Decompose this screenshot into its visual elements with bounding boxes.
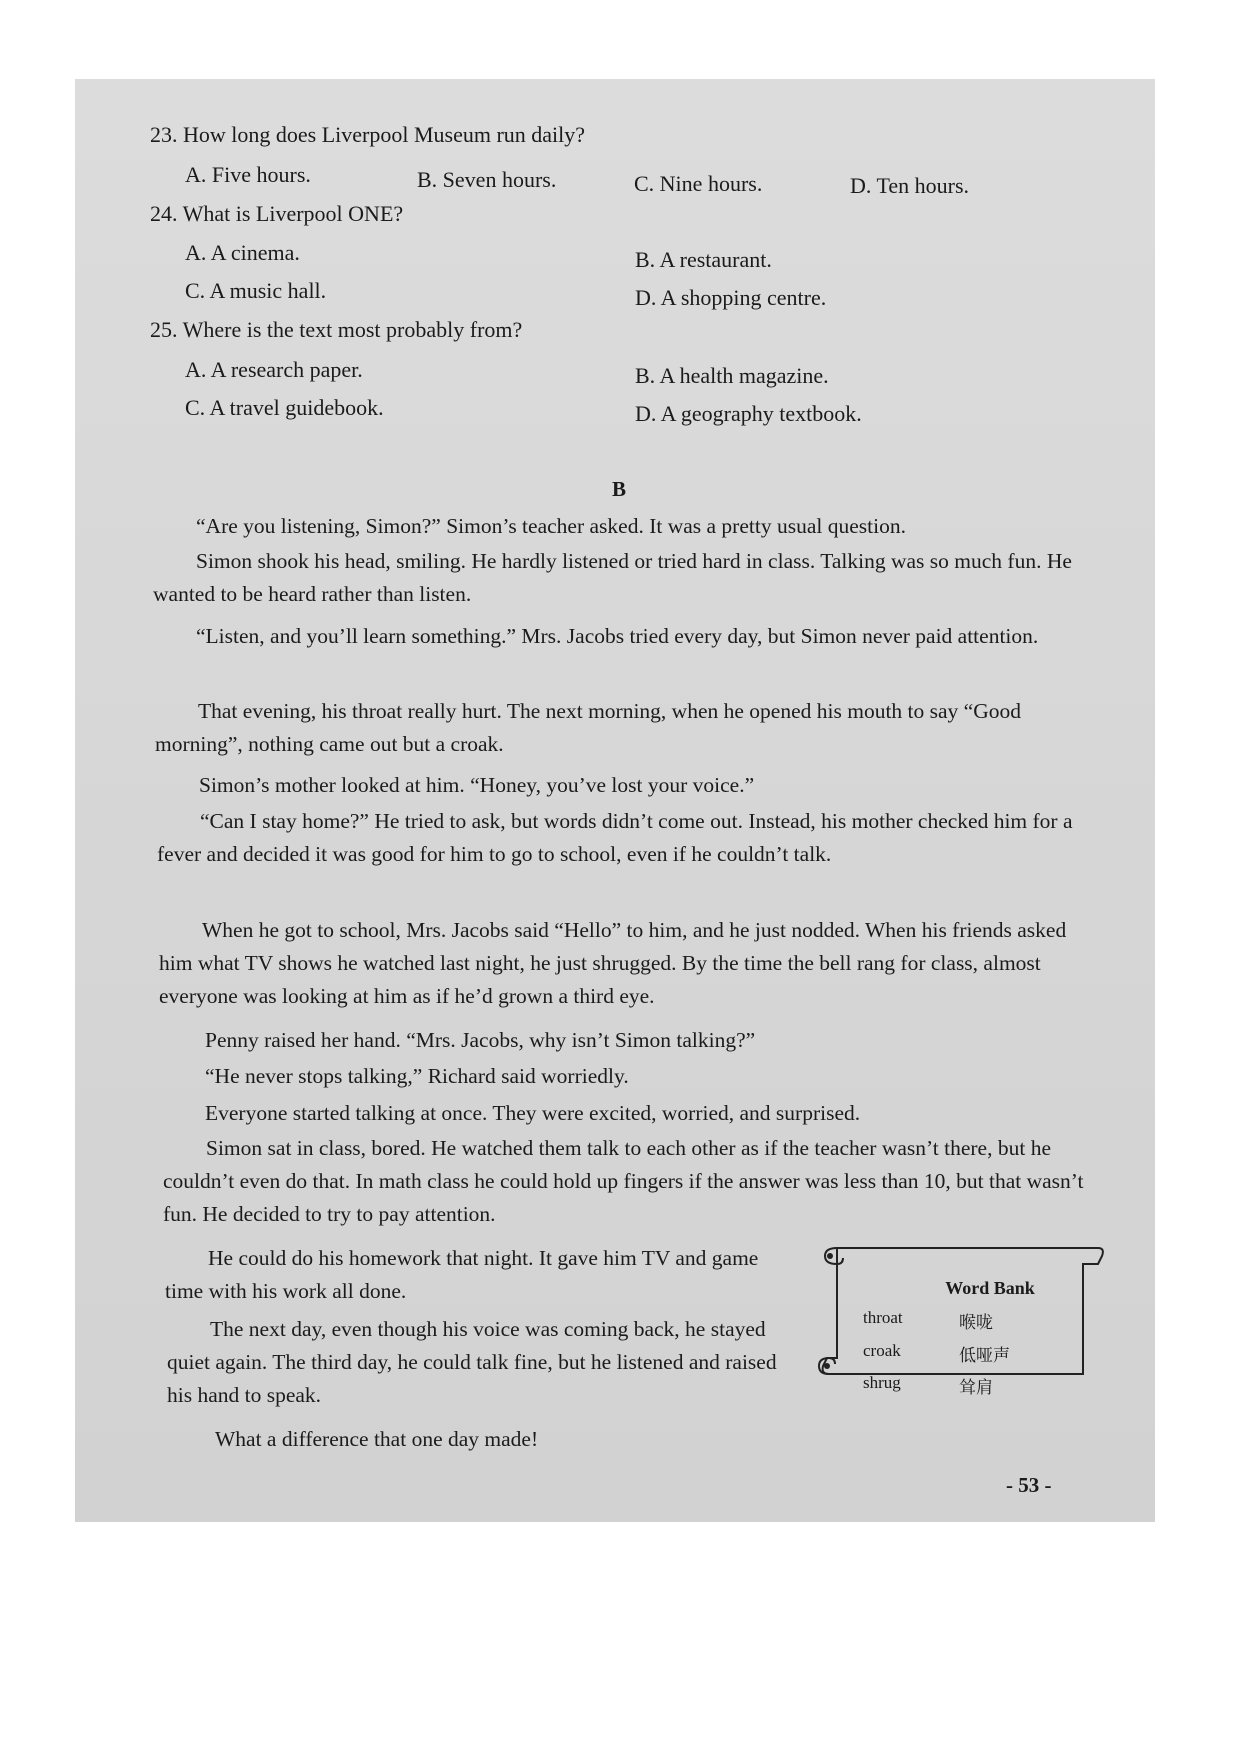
paragraph: “Listen, and you’ll learn something.” Mrs. Jacobs tried every day, but Simon never paid attention. (196, 624, 1039, 648)
word-bank-word: throat (863, 1308, 903, 1327)
paragraph: “Can I stay home?” He tried to ask, but words didn’t come out. Instead, his mother checked him for a fever and decided it was good for him to go to school, even if he couldn’t talk. (157, 809, 1073, 866)
question-25-option-a: A. A research paper. (185, 357, 363, 382)
word-bank-meaning: 低哑声 (959, 1346, 1010, 1366)
paragraph: The next day, even though his voice was coming back, he stayed quiet again. The third day, he could talk fine, but he listened and raised his hand to speak. (167, 1317, 777, 1407)
question-24-option-c: C. A music hall. (185, 278, 327, 303)
question-24-option-a: A. A cinema. (185, 240, 300, 265)
paragraph: What a difference that one day made! (215, 1427, 539, 1451)
word-bank (815, 1242, 1105, 1398)
paragraph: Penny raised her hand. “Mrs. Jacobs, why isn’t Simon talking?” (205, 1028, 756, 1052)
question-23-option-c: C. Nine hours. (634, 171, 763, 196)
word-bank-meaning: 耸肩 (959, 1378, 993, 1398)
question-25-option-d: D. A geography textbook. (635, 401, 862, 426)
paragraph: “He never stops talking,” Richard said worriedly. (205, 1064, 629, 1088)
paragraph: “Are you listening, Simon?” Simon’s teacher asked. It was a pretty usual question. (196, 514, 906, 538)
page-content (75, 79, 1155, 1522)
word-bank-title: Word Bank (945, 1278, 1035, 1298)
question-24-option-b: B. A restaurant. (635, 247, 772, 272)
page-number: - 53 - (1006, 1473, 1052, 1497)
question-23-option-d: D. Ten hours. (850, 173, 970, 198)
paragraph: That evening, his throat really hurt. The next morning, when he opened his mouth to say “Good morning”, nothing came out but a croak. (155, 699, 1021, 756)
word-bank-meaning: 喉咙 (959, 1313, 993, 1333)
question-23-option-a: A. Five hours. (185, 162, 311, 187)
paragraph: Everyone started talking at once. They were excited, worried, and surprised. (205, 1101, 861, 1125)
question-24-option-d: D. A shopping centre. (635, 285, 827, 310)
question-25-option-c: C. A travel guidebook. (185, 395, 384, 420)
question-23-option-b: B. Seven hours. (417, 167, 557, 192)
exam-page (75, 79, 1155, 1522)
question-25-stem: 25. Where is the text most probably from? (150, 317, 523, 342)
paragraph: Simon’s mother looked at him. “Honey, you’ve lost your voice.” (199, 773, 755, 797)
question-25-option-b: B. A health magazine. (635, 363, 829, 388)
section-label: B (612, 477, 627, 501)
paragraph: Simon shook his head, smiling. He hardly listened or tried hard in class. Talking was so much fun. He wanted to be heard rather than listen. (153, 549, 1072, 606)
paragraph: He could do his homework that night. It gave him TV and game time with his work all done. (165, 1246, 759, 1303)
paragraph: Simon sat in class, bored. He watched them talk to each other as if the teacher wasn’t there, but he couldn’t even do that. In math class he could hold up fingers if the answer was less than 10, but that wasn’t fun. He decided to try to pay attention. (163, 1136, 1084, 1226)
question-23-stem: 23. How long does Liverpool Museum run daily? (150, 122, 586, 147)
question-24-stem: 24. What is Liverpool ONE? (150, 201, 404, 226)
paragraph: When he got to school, Mrs. Jacobs said “Hello” to him, and he just nodded. When his friends asked him what TV shows he watched last night, he just shrugged. By the time the bell rang for class, almost everyone was looking at him as if he’d grown a third eye. (159, 918, 1067, 1008)
word-bank-word: croak (863, 1341, 901, 1360)
word-bank-word: shrug (863, 1373, 901, 1392)
